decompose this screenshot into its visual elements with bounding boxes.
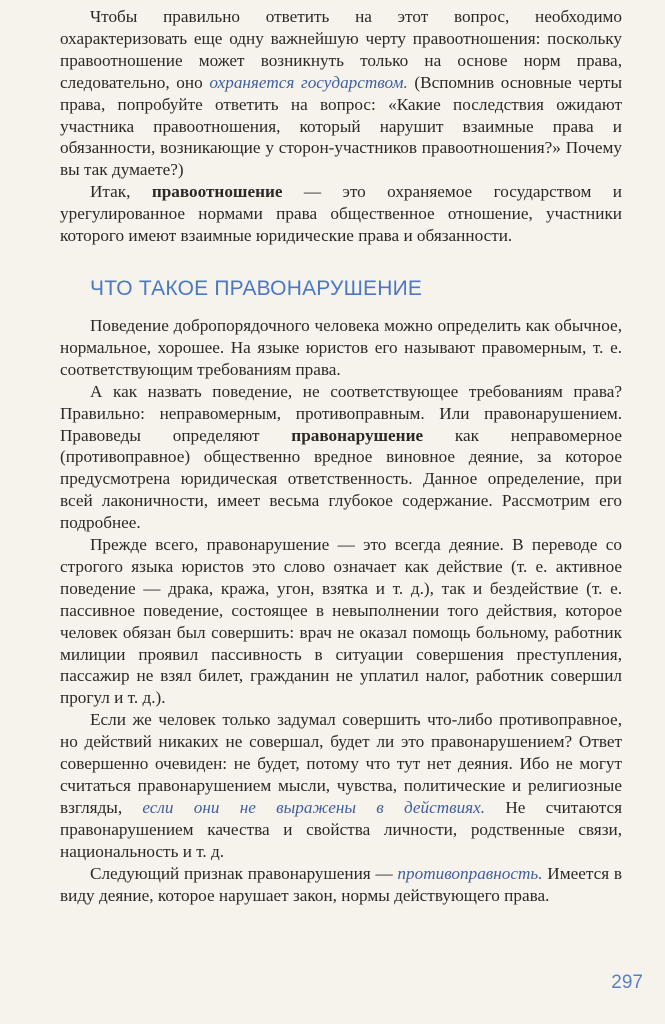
emphasis-text: если они не выражены в действиях. bbox=[142, 797, 486, 817]
emphasis-text: охраняется государством. bbox=[209, 72, 408, 92]
intro-paragraph-1 bbox=[60, 6, 622, 181]
defined-term: правонарушение bbox=[291, 425, 424, 445]
section-heading: ЧТО ТАКОЕ ПРАВОНАРУШЕНИЕ bbox=[90, 276, 423, 300]
page-content bbox=[60, 6, 622, 906]
section-paragraph-3: Прежде всего, правонарушение — это всегда деяние. В переводе со строгого языка юристов это слово означает как действие (т. е. активное поведение — драка, кража, угон, взятка и т. д.), так и бездействие (т. е. пассивное поведение, состоящее в невыполнении того действия, которое человек обязан был совершить: врач не оказал помощь больному, работник милиции проявил пассивность в ситуации совершения преступления, пассажир не взял билет, гражданин не уплатил налог, работник совершил прогул и т. д.). bbox=[60, 535, 622, 708]
text-run: Имеется в виду деяние, которое нарушает закон, нормы действующего права. bbox=[60, 863, 622, 905]
intro-paragraph-2 bbox=[60, 181, 622, 247]
text-run: Не считаются правонарушением качества и свойства личности, родственные связи, национальность и т. д. bbox=[60, 797, 622, 861]
text-run: — это охраняемое государством и урегулированное нормами права общественное отношение, участники которого имеют взаимные юридические права и обязанности. bbox=[60, 182, 622, 246]
text-run: Если же человек только задумал совершить что-либо противоправное, но действий никаких не совершал, будет ли это правонарушением? Ответ совершенно очевиден: не будет, потому что тут нет деяния. Ибо не могут считаться правонарушением мысли, чувства, политические и религиозные взгляды, bbox=[60, 710, 622, 817]
text-run: Чтобы правильно ответить на этот вопрос, необходимо охарактеризовать еще одну важнейшую черту правоотношения: поскольку правоотношение может возникнуть только на основе норм права, следовательно, оно bbox=[60, 7, 622, 92]
emphasis-text: противоправность. bbox=[397, 863, 543, 883]
section-paragraph-2 bbox=[60, 381, 622, 534]
section-paragraph-1: Поведение добропорядочного человека можно определить как обычное, нормальное, хорошее. На языке юристов его называют правомерным, т. е. соответствующим требованиям права. bbox=[60, 315, 622, 379]
text-run: (Вспомнив основные черты права, попробуйте ответить на вопрос: «Какие последствия ожидают участника правоотношения, который нарушит взаимные права и обязанности, возникающие у сторон-участников правоотношения?» Почему вы так думаете?) bbox=[60, 72, 622, 180]
text-run: Итак, bbox=[90, 182, 152, 202]
defined-term: правоотношение bbox=[151, 182, 283, 202]
text-run: Следующий признак правонарушения — bbox=[90, 863, 398, 883]
page-number: 297 bbox=[611, 972, 643, 993]
section-paragraph-5 bbox=[60, 863, 622, 907]
section-paragraph-4 bbox=[60, 709, 622, 862]
text-run: как неправомерное (противоправное) общественно вредное виновное деяние, за которое предусмотрена юридическая ответственность. Данное определение, при всей лаконичности, имеет весьма глубокое содержание. Рассмотрим его подробнее. bbox=[60, 425, 622, 533]
text-run: А как назвать поведение, не соответствующее требованиям права? Правильно: неправомерным, противоправным. Или правонарушением. Правоведы определяют bbox=[60, 381, 622, 445]
